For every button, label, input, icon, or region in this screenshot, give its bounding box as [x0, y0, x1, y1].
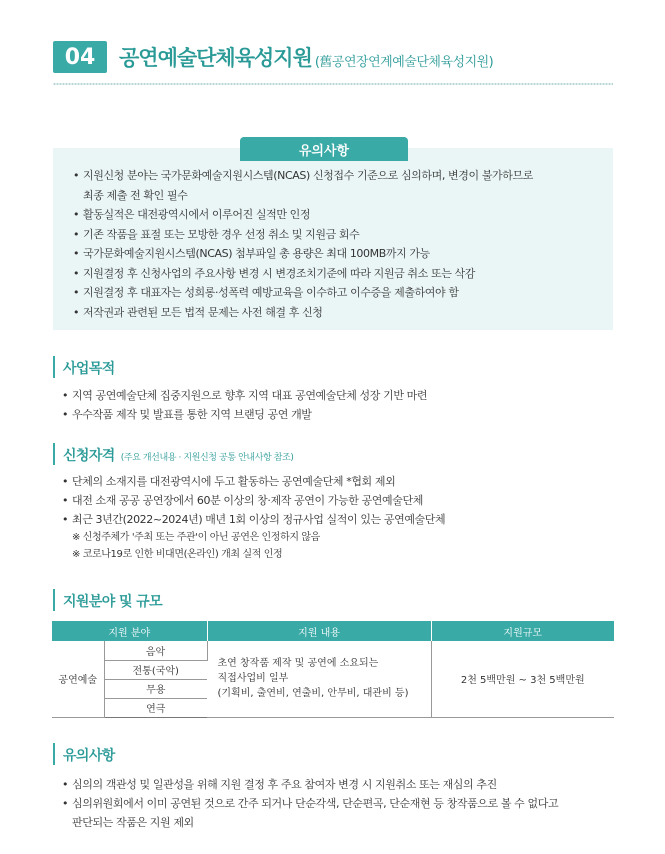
notice-item: • 지원신청 분야는 국가문화예술지원시스템(NCAS) 신청접수 기준으로 심의하며, 변경이 불가하므로 최종 제출 전 확인 필수: [73, 166, 593, 205]
eligibility-note: ※ 코로나19로 인한 비대면(온라인) 개최 실적 인정: [72, 549, 283, 560]
notice-item: • 저작권과 관련된 모든 법적 문제는 사전 해결 후 신청: [73, 303, 593, 323]
support-heading-text: 지원분야 및 규모: [63, 594, 163, 610]
scale-cell: 2천 5백만원 ~ 3천 5백만원: [431, 641, 614, 717]
notice-item: • 활동실적은 대전광역시에서 이루어진 실적만 인정: [73, 205, 593, 225]
eligibility-item: • 단체의 소재지를 대전광역시에 두고 활동하는 공연예술단체 *협회 제외: [62, 472, 445, 491]
category-cell: 공연예술: [52, 641, 104, 717]
eligibility-list: [62, 472, 445, 563]
eligibility-heading: [53, 443, 293, 465]
notice-item: • 국가문화예술지원시스템(NCAS) 첨부파일 총 용량은 최대 100MB까지 가능: [73, 244, 593, 264]
page-subtitle: (舊공연장연계예술단체육성지원): [314, 54, 494, 70]
table-header-row: [52, 621, 614, 641]
column-header: 지원 분야: [52, 621, 207, 641]
purpose-list: [62, 386, 427, 424]
eligibility-item: • 대전 소재 공공 공연장에서 60분 이상의 창·제작 공연이 가능한 공연예술단체: [62, 491, 445, 510]
notice-item: • 지원결정 후 신청사업의 주요사항 변경 시 변경조치기준에 따라 지원금 취소 또는 삭감: [73, 264, 593, 284]
section-number-badge: 04: [53, 41, 107, 73]
column-header: 지원 내용: [207, 621, 431, 641]
field-cell: 음악: [104, 641, 207, 660]
notice-box: [53, 148, 613, 330]
content-cell: 초연 창작품 제작 및 공연에 소요되는 직접사업비 일부 (기획비, 출연비, 연출비, 안무비, 대관비 등): [207, 641, 431, 717]
notice-item: • 기존 작품을 표절 또는 모방한 경우 선정 취소 및 지원금 회수: [73, 225, 593, 245]
eligibility-note: ※ 신청주체가 '주최 또는 주관'이 아닌 공연은 인정하지 않음: [72, 532, 320, 543]
notice-list: [73, 166, 593, 322]
eligibility-heading-text: 신청자격: [63, 448, 115, 464]
dotted-divider: [53, 82, 613, 86]
page-header: [53, 40, 493, 74]
notice-item: • 지원결정 후 대표자는 성희롱·성폭력 예방교육을 이수하고 이수증을 제출하여야 함: [73, 283, 593, 303]
field-cell: 무용: [104, 679, 207, 698]
caution-item: • 심의의 객관성 및 일관성을 위해 지원 결정 후 주요 참여자 변경 시 지원취소 또는 재심의 추진: [62, 775, 558, 794]
support-table: [52, 621, 614, 718]
field-cell: 연극: [104, 698, 207, 717]
field-cell: 전통(국악): [104, 660, 207, 679]
page-title: 공연예술단체육성지원: [119, 46, 312, 70]
cautions-heading: [53, 743, 115, 765]
table-row: [52, 641, 614, 660]
column-header: 지원규모: [431, 621, 614, 641]
purpose-item: • 우수작품 제작 및 발표를 통한 지역 브랜딩 공연 개발: [62, 405, 427, 424]
caution-item: • 심의위원회에서 이미 공연된 것으로 간주 되거나 단순각색, 단순편곡, 단순재현 등 창작품으로 볼 수 없다고 판단되는 작품은 지원 제외: [62, 794, 558, 832]
purpose-heading-text: 사업목적: [63, 361, 115, 377]
purpose-heading: [53, 356, 115, 378]
notice-tab: 유의사항: [240, 137, 408, 161]
eligibility-item: • 최근 3년간(2022~2024년) 매년 1회 이상의 정규사업 실적이 있는 공연예술단체: [62, 510, 445, 529]
eligibility-heading-note: (주요 개선내용 · 지원신청 공통 안내사항 참조): [120, 453, 294, 463]
cautions-list: [62, 775, 558, 832]
purpose-item: • 지역 공연예술단체 집중지원으로 향후 지역 대표 공연예술단체 성장 기반 마련: [62, 386, 427, 405]
support-heading: [53, 589, 162, 611]
cautions-heading-text: 유의사항: [63, 748, 115, 764]
